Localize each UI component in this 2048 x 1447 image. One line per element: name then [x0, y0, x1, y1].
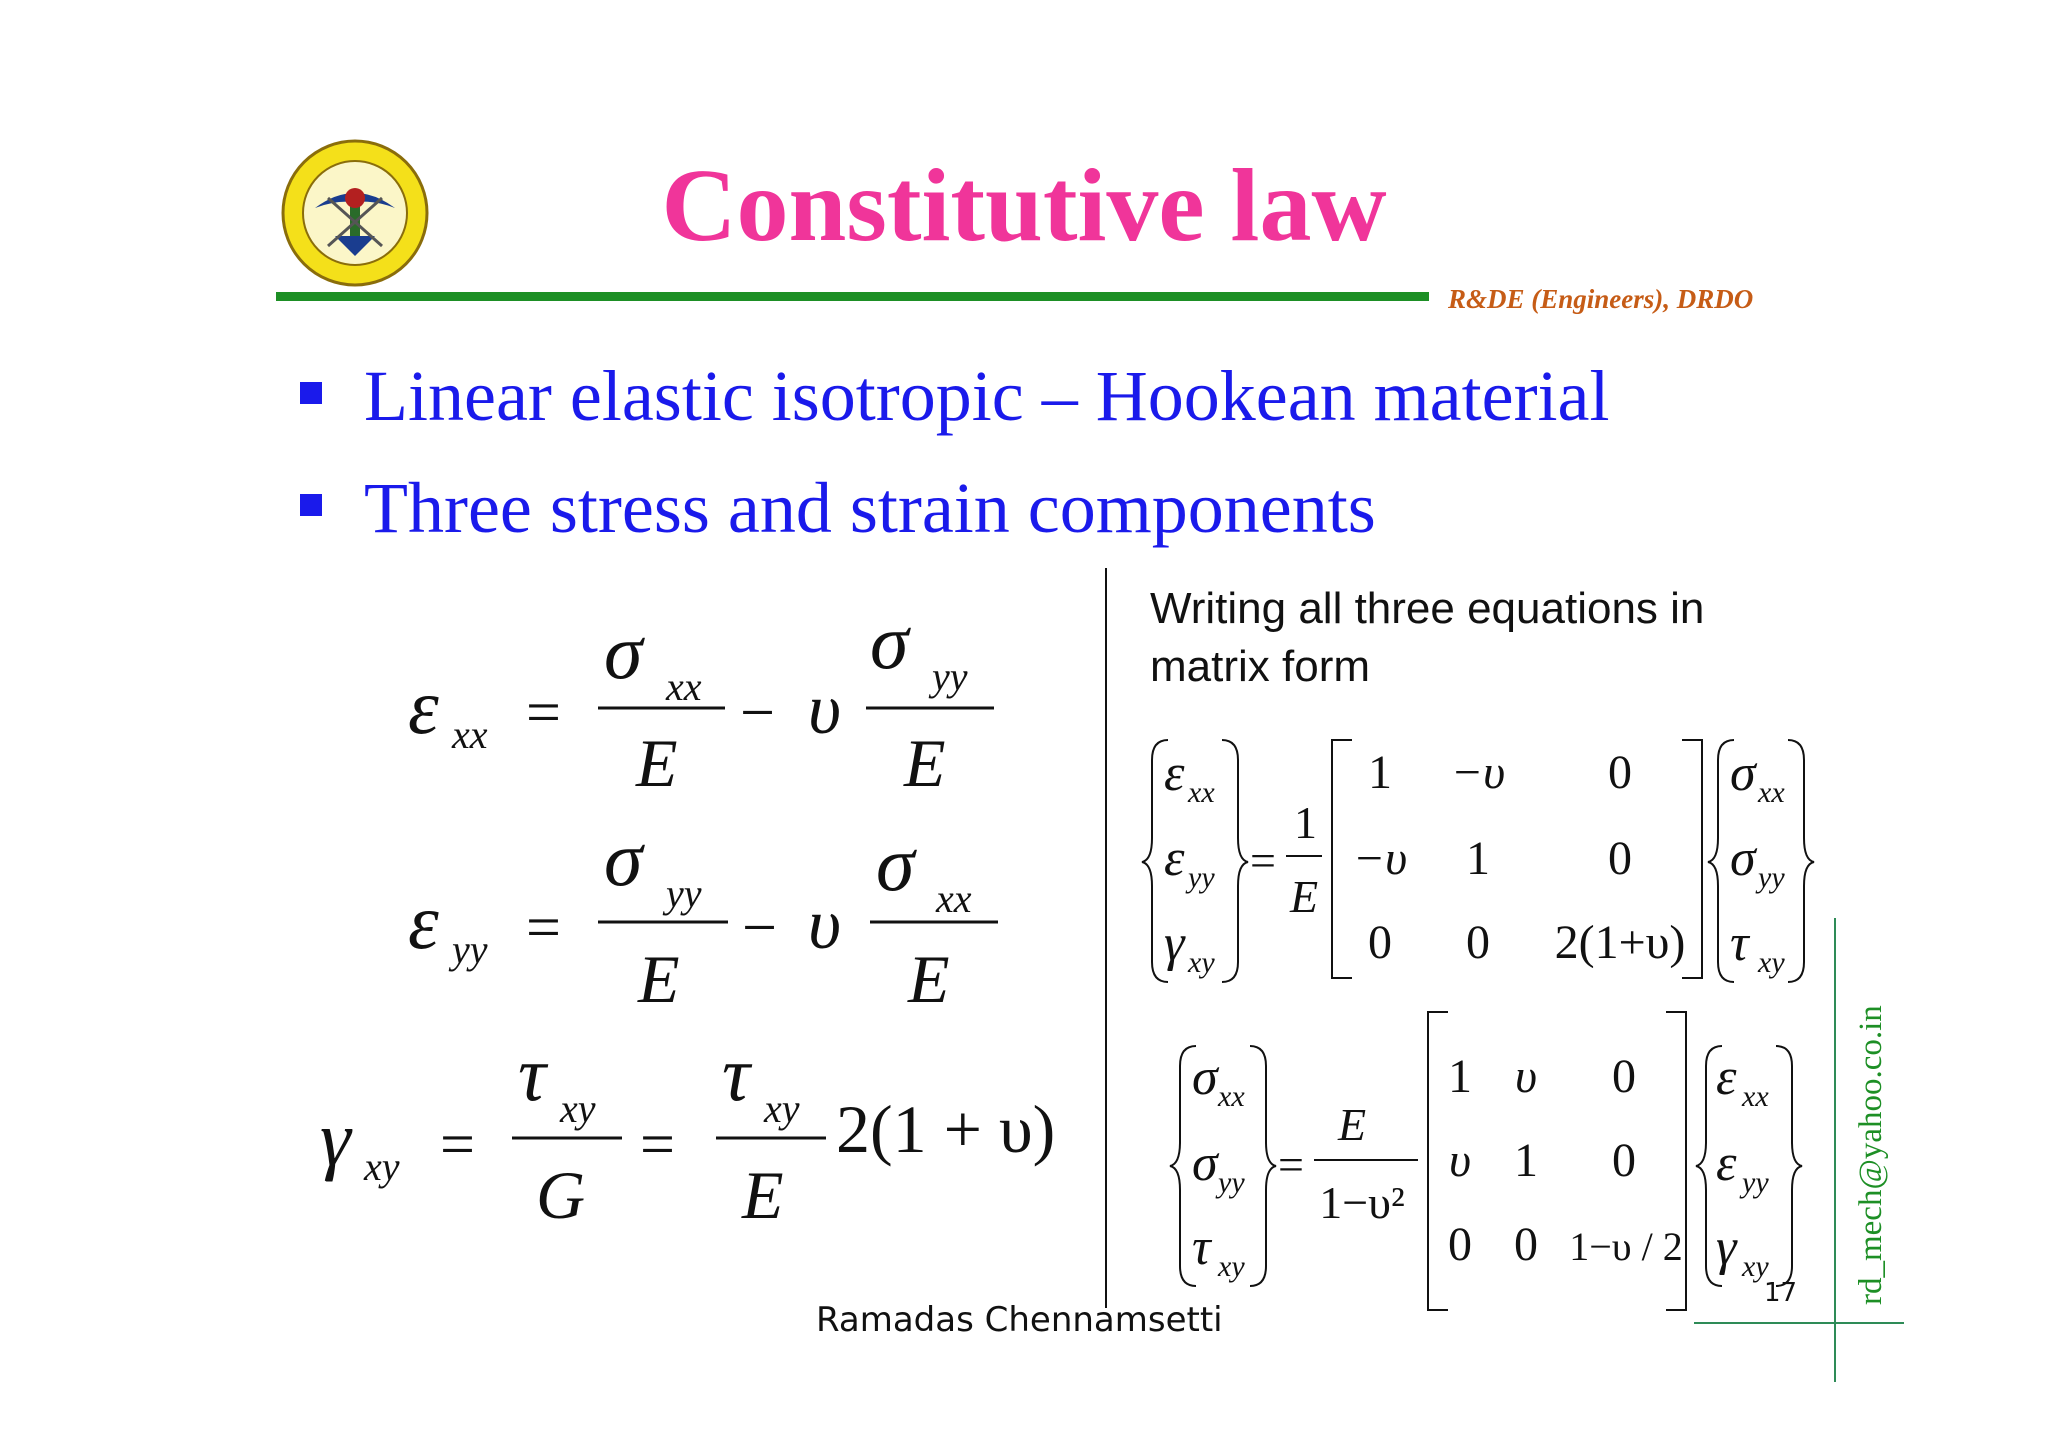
- matrix-cell: 0: [1448, 1218, 1472, 1271]
- eq-operator: −: [742, 894, 777, 962]
- vector-element: ε: [1716, 1049, 1737, 1106]
- bracket-left: [1332, 740, 1352, 978]
- matrix-cell: −υ: [1450, 746, 1506, 799]
- eq-symbol: υ: [808, 669, 842, 749]
- matrix-cell: 0: [1612, 1134, 1636, 1187]
- vector-subscript: xx: [1218, 1080, 1245, 1113]
- vector-element: σ: [1192, 1049, 1218, 1106]
- matrix-cell: 2(1+υ): [1554, 916, 1686, 969]
- matrix-cell: 1: [1368, 746, 1392, 799]
- vector-element: γ: [1164, 915, 1185, 972]
- eq-equals: =: [526, 894, 561, 962]
- bullet-text: Three stress and strain components: [364, 468, 1376, 548]
- eq-symbol: τ: [722, 1030, 750, 1117]
- eq-symbol: τ: [518, 1030, 546, 1117]
- vector-element: σ: [1730, 830, 1756, 887]
- vector-subscript: yy: [1758, 861, 1785, 894]
- vector-subscript: xy: [1742, 1250, 1769, 1283]
- matrix-note: Writing all three equations in matrix form: [1150, 584, 1705, 691]
- vector-element: σ: [1192, 1135, 1218, 1192]
- eq-symbol: σ: [870, 598, 909, 685]
- eq-subscript: xx: [452, 712, 488, 757]
- vector-subscript: yy: [1188, 861, 1215, 894]
- matrix-cell: 0: [1612, 1050, 1636, 1103]
- matrix-cell: −υ: [1352, 832, 1408, 885]
- matrix-cell: 0: [1608, 832, 1632, 885]
- eq-equals: =: [526, 679, 561, 747]
- coef-denominator: 1−υ²: [1319, 1177, 1405, 1228]
- matrix-cell: 1: [1514, 1134, 1538, 1187]
- vector-subscript: yy: [1742, 1166, 1769, 1199]
- matrix-cell: υ: [1448, 1134, 1472, 1187]
- eq-symbol: σ: [604, 608, 643, 695]
- vector-subscript: xx: [1742, 1080, 1769, 1113]
- eq-subscript: yy: [932, 654, 968, 699]
- brace-right: [1222, 740, 1248, 982]
- matrix-cell: 0: [1514, 1218, 1538, 1271]
- eq-symbol: υ: [808, 884, 842, 964]
- matrix-equation-stress: [1170, 1012, 1802, 1310]
- eq-symbol: E: [636, 725, 678, 801]
- eq-equals: =: [440, 1111, 475, 1179]
- eq-symbol: σ: [876, 820, 915, 907]
- vector-element: ε: [1164, 830, 1185, 887]
- vector-subscript: xx: [1758, 776, 1785, 809]
- vector-subscript: xy: [1188, 946, 1215, 979]
- matrix-cell: υ: [1514, 1050, 1538, 1103]
- equation-shear-strain: [320, 1030, 1055, 1233]
- slide-title: Constitutive law: [661, 148, 1387, 263]
- eq-operator: −: [740, 679, 775, 747]
- eq-subscript: xy: [364, 1144, 400, 1189]
- matrix-cell: 0: [1466, 916, 1490, 969]
- equation-strain-xx: [408, 598, 994, 801]
- organization-label: R&DE (Engineers), DRDO: [1448, 284, 1754, 314]
- eq-subscript: xy: [560, 1086, 596, 1131]
- eq-symbol: E: [742, 1157, 784, 1233]
- eq-symbol: E: [904, 725, 946, 801]
- eq-equals: =: [1250, 835, 1276, 886]
- brace-right: [1250, 1046, 1276, 1286]
- coef-numerator: 1: [1294, 797, 1317, 848]
- eq-symbol: σ: [604, 815, 643, 902]
- corner-horizontal-line: [1694, 1322, 1904, 1324]
- matrix-cell: 1: [1466, 832, 1490, 885]
- matrix-cell: 0: [1368, 916, 1392, 969]
- page-number: 17: [1764, 1278, 1798, 1308]
- brace-right: [1788, 740, 1814, 982]
- bullet-text: Linear elastic isotropic – Hookean material: [364, 356, 1610, 436]
- matrix-equation-strain: [1142, 740, 1814, 982]
- vector-subscript: yy: [1218, 1166, 1245, 1199]
- eq-subscript: yy: [666, 871, 702, 916]
- vector-element: ε: [1164, 745, 1185, 802]
- corner-vertical-line: [1834, 918, 1836, 1382]
- eq-symbol: G: [536, 1157, 586, 1233]
- eq-symbol: E: [908, 941, 950, 1017]
- equation-strain-yy: [408, 815, 998, 1017]
- eq-symbol: ε: [408, 878, 439, 965]
- eq-equals: =: [1278, 1139, 1304, 1190]
- vector-element: σ: [1730, 745, 1756, 802]
- vector-subscript: xx: [1188, 776, 1215, 809]
- matrix-cell: 0: [1608, 746, 1632, 799]
- coef-numerator: E: [1337, 1099, 1367, 1150]
- eq-factor: 2(1 + υ): [836, 1091, 1056, 1167]
- bracket-left: [1428, 1012, 1448, 1310]
- email-contact: rd_mech@yahoo.co.in: [1853, 1005, 1889, 1305]
- vector-subscript: xy: [1758, 946, 1785, 979]
- vector-subscript: xy: [1218, 1250, 1245, 1283]
- eq-symbol: E: [638, 941, 680, 1017]
- eq-subscript: xx: [666, 664, 702, 709]
- eq-subscript: xy: [764, 1086, 800, 1131]
- vector-element: ε: [1716, 1135, 1737, 1192]
- eq-equals: =: [640, 1111, 675, 1179]
- vector-element: τ: [1730, 915, 1749, 972]
- brace-right: [1776, 1046, 1802, 1286]
- eq-symbol: γ: [320, 1095, 351, 1182]
- eq-symbol: ε: [408, 663, 439, 750]
- matrix-cell: 1: [1448, 1050, 1472, 1103]
- eq-subscript: yy: [452, 927, 488, 972]
- vector-element: γ: [1716, 1219, 1737, 1276]
- author-name: Ramadas Chennamsetti: [816, 1300, 1223, 1340]
- coef-denominator: E: [1290, 871, 1319, 922]
- eq-subscript: xx: [936, 876, 972, 921]
- matrix-cell: 1−υ / 2: [1569, 1224, 1683, 1269]
- vector-element: τ: [1192, 1219, 1211, 1276]
